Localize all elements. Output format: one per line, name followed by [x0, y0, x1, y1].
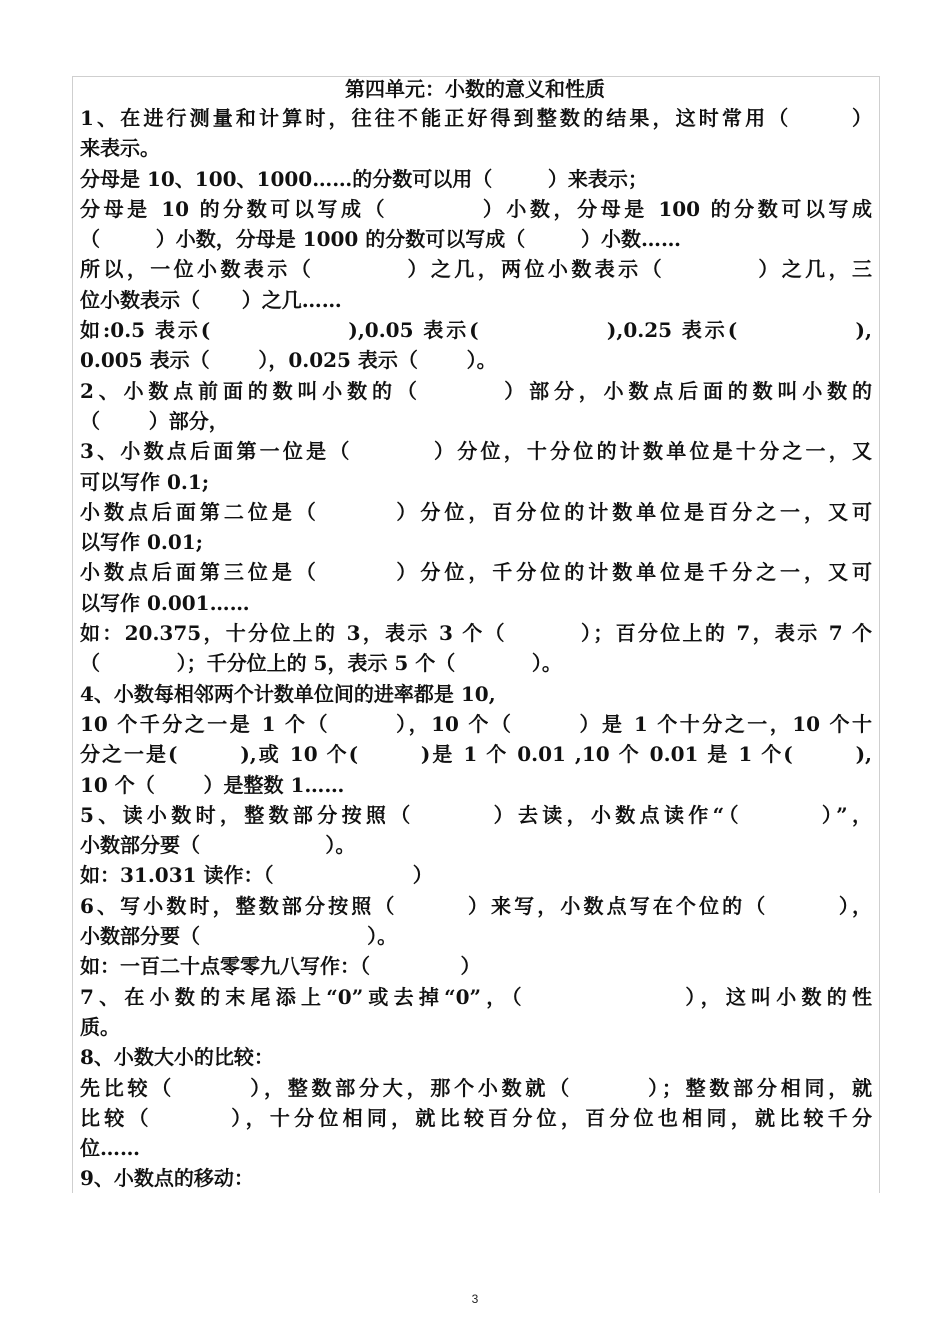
text-line: 0.005 表示（ ），0.025 表示（ ）。 [80, 348, 497, 373]
text-line: 如：31.031 读作：（ ） [80, 863, 433, 888]
text-line: 如:0.5 表示( ),0.05 表示( ),0.25 表示( ), [80, 318, 872, 343]
text-line: 4、小数每相邻两个计数单位间的进率都是 10, [80, 681, 496, 706]
text-line: 小数部分要（ ）。 [80, 833, 356, 858]
text-line: 小数部分要（ ）。 [80, 924, 398, 949]
text-line: 分母是 10、100、1000……的分数可以用（ ）来表示； [80, 166, 648, 191]
text-line: （ ）小数，分母是 1000 的分数可以写成（ ）小数…… [80, 227, 681, 252]
text-line: 2、小数点前面的数叫小数的（ ）部分，小数点后面的数叫小数的 [80, 378, 872, 403]
text-line: 分之一是( ),或 10 个( )是 1 个 0.01 ,10 个 0.01 是 1 个( ), [80, 742, 872, 767]
text-line: 7、在小数的末尾添上“0”或去掉“0”，（ ），这叫小数的性 [80, 984, 872, 1009]
text-line: 可以写作 0.1; [80, 469, 210, 494]
text-line: 位…… [80, 1136, 140, 1161]
text-line: 6、写小数时，整数部分按照（ ）来写，小数点写在个位的（ ）， [80, 893, 872, 918]
text-line: 以写作 0.01; [80, 530, 204, 555]
text-line: 9、小数点的移动： [80, 1166, 254, 1191]
text-line: 小数点后面第三位是（ ）分位，千分位的计数单位是千分之一，又可 [80, 560, 872, 585]
text-line: 比较（ ），十分位相同，就比较百分位，百分位也相同，就比较千分 [80, 1105, 872, 1130]
text-line: （ ）部分， [80, 408, 229, 433]
text-line: 10 个（ ）是整数 1…… [80, 772, 345, 797]
text-line: 来表示。 [80, 136, 160, 161]
text-line: 所以，一位小数表示（ ）之几，两位小数表示（ ）之几，三 [80, 257, 872, 282]
text-line: 5、读小数时，整数部分按照（ ）去读，小数点读作“（ ）”， [80, 802, 872, 827]
text-line: 如：一百二十点零零九八写作：（ ） [80, 954, 481, 979]
text-line: 质。 [80, 1014, 120, 1039]
text-line: 先比较（ ），整数部分大，那个小数就（ ）；整数部分相同，就 [80, 1075, 872, 1100]
text-line: 位小数表示（ ）之几…… [80, 287, 342, 312]
text-line: 10 个千分之一是 1 个（ ），10 个（ ）是 1 个十分之一，10 个十 [80, 711, 872, 736]
page-title: 第四单元：小数的意义和性质 [345, 77, 605, 101]
text-line: 以写作 0.001…… [80, 590, 250, 615]
text-line: 1、在进行测量和计算时，往往不能正好得到整数的结果，这时常用（ ） [80, 106, 872, 130]
text-line: 8、小数大小的比较： [80, 1045, 274, 1070]
text-line: 小数点后面第二位是（ ）分位，百分位的计数单位是百分之一，又可 [80, 499, 872, 524]
text-line: 3、小数点后面第一位是（ ）分位，十分位的计数单位是十分之一，又 [80, 439, 872, 464]
document-body [80, 103, 872, 1194]
text-line: （ ）；千分位上的 5，表示 5 个（ ）。 [80, 651, 562, 676]
text-line: 如：20.375，十分位上的 3，表示 3 个（ ）；百分位上的 7，表示 7 个 [80, 621, 872, 646]
text-line: 分母是 10 的分数可以写成（ ）小数，分母是 100 的分数可以写成 [80, 196, 872, 221]
page-number: 3 [471, 1292, 479, 1306]
